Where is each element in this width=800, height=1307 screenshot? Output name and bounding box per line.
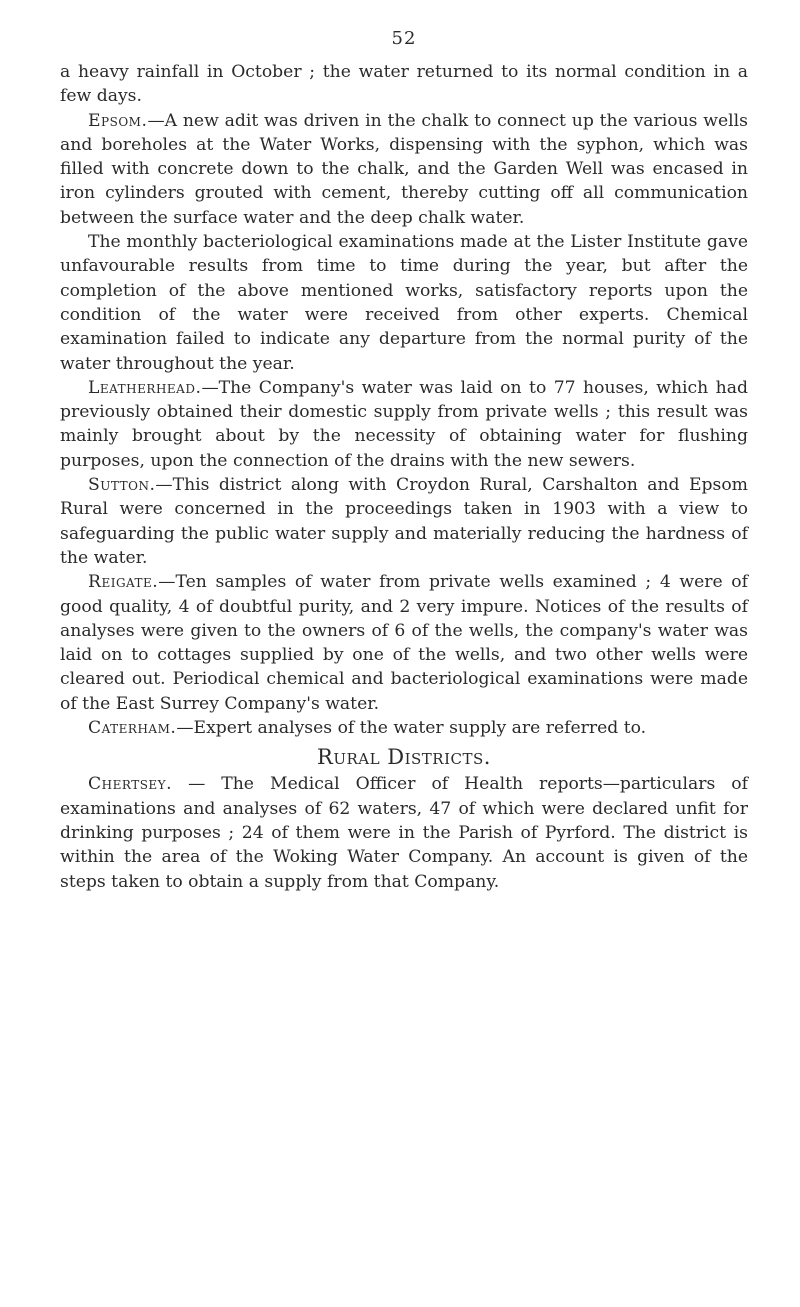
paragraph-reigate [60, 570, 748, 716]
page-number: 52 [391, 28, 417, 49]
lead-sutton: Sutton. [88, 475, 156, 496]
paragraph-lister-institute: The monthly bacteriological examinations made at the Lister Institute gave unfavourable results from time to time during the year, but after the completion of the above mentioned works, satisfactory reports upon the condition of the water were received from other experts. Chemical examination failed to indicate any departure from the normal purity of the water throughout the year. [60, 232, 748, 374]
lead-leatherhead: Leatherhead. [88, 377, 202, 398]
text-caterham: —Expert analyses of the water supply are referred to. [176, 718, 647, 739]
lead-caterham: Caterham. [88, 718, 177, 739]
paragraph-epsom [60, 109, 748, 230]
text-leatherhead: —The Company's water was laid on to 77 houses, which had previously obtained their domestic supply from private wells ; this result was mainly brought about by the necessity of obtaining water for flushing purposes, upon the connection of the drains with the new sewers. [60, 377, 748, 471]
paragraph-sutton [60, 473, 748, 570]
text-reigate: —Ten samples of water from private wells examined ; 4 were of good quality, 4 of doubtful purity, and 2 very impure. Notices of the results of analyses were given to the owners of 6 of the wells, the company's water was laid on to cottages supplied by one of the wells, and two other wells were cleared out. Periodical chemical and bacteriological examinations were made of the East Surrey Company's water. [60, 572, 748, 714]
body-text [60, 60, 748, 894]
lead-chertsey: Chertsey. [88, 774, 173, 795]
paragraph-continuation: a heavy rainfall in October ; the water returned to its normal condition in a few days. [60, 62, 748, 107]
text-chertsey: — The Medical Officer of Health reports—particulars of examinations and analyses of 62 waters, 47 of which were declared unfit for drinking purposes ; 24 of them were in the Parish of Pyrford. The district is within the area of the Woking Water Company. An account is given of the steps taken to obtain a supply from that Company. [60, 774, 748, 892]
paragraph-chertsey [60, 772, 748, 893]
text-epsom: —A new adit was driven in the chalk to connect up the various wells and boreholes at the Water Works, dispensing with the syphon, which was filled with concrete down to the chalk, and the Garden Well was encased in iron cylinders grouted with cement, thereby cutting off all communication between the surface water and the deep chalk water. [60, 110, 748, 228]
lead-epsom: Epsom. [88, 110, 148, 131]
paragraph-caterham [60, 716, 748, 740]
paragraph-leatherhead [60, 376, 748, 473]
lead-reigate: Reigate. [88, 572, 159, 593]
text-sutton: —This district along with Croydon Rural, Carshalton and Epsom Rural were concerned in the proceedings taken in 1903 with a view to safeguarding the public water supply and materially reducing the hardness of the water. [60, 475, 748, 568]
section-heading-rural-districts: Rural Districts. [317, 745, 491, 770]
